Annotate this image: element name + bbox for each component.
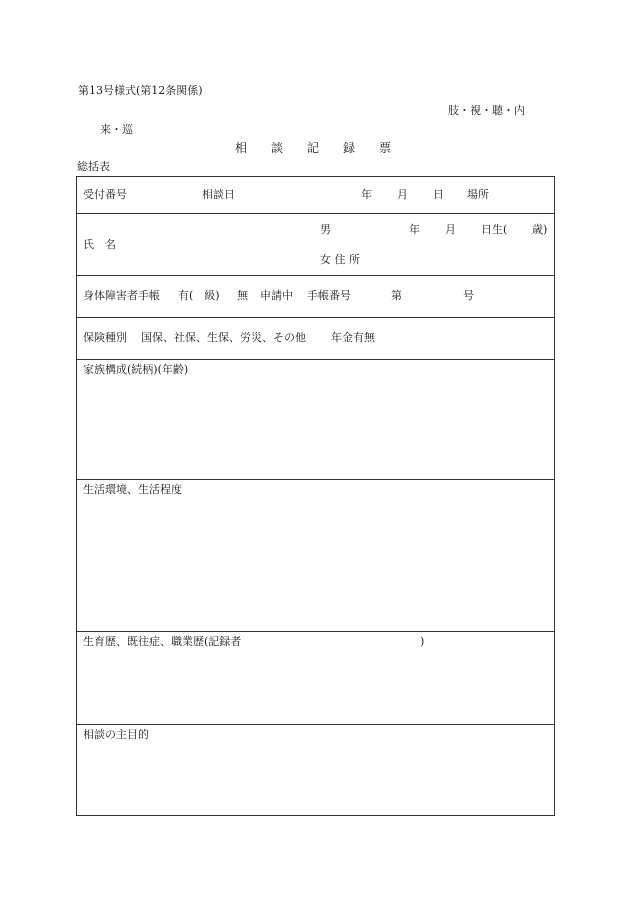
row-divider [77,359,554,360]
place-label: 場所 [467,188,489,201]
consultation-date-label: 相談日 [202,188,235,201]
pension-label: 年金有無 [331,331,375,344]
page-title: 相 談 記 録 票 [235,141,392,155]
handbook-dai: 第 [391,289,402,302]
living-environment-label: 生活環境、生活程度 [83,483,182,496]
female-address-label: 女 住 所 [320,253,360,266]
row-divider [77,317,554,318]
history-close-paren: ) [420,635,425,648]
visit-type: 来・巡 [100,123,133,136]
handbook-none: 無 [237,289,248,302]
age-suffix: 歳) [532,223,548,236]
form-number: 第13号様式(第12条関係) [78,84,203,97]
row-divider [77,724,554,725]
birth-month-label: 月 [445,223,456,236]
handbook-applying: 申請中 [260,289,293,302]
consultation-form-table [76,176,555,816]
row-divider [77,213,554,214]
handbook-label: 身体障害者手帳 [83,289,160,302]
handbook-number-label: 手帳番号 [307,289,351,302]
insurance-label: 保険種別 [83,331,127,344]
name-label: 氏 名 [83,238,116,251]
purpose-label: 相談の主目的 [83,728,149,741]
summary-label: 総括表 [77,160,110,173]
handbook-go: 号 [463,289,474,302]
row-divider [77,479,554,480]
male-label: 男 [320,223,331,236]
family-structure-label: 家族構成(続柄)(年齢) [83,363,189,376]
disability-categories: 肢・視・聴・内 [448,104,525,117]
reception-number-label: 受付番号 [83,188,127,201]
handbook-has: 有( 級) [178,289,220,302]
insurance-types: 国保、社保、生保、労災、その他 [141,331,306,344]
birth-day-label: 日生( [481,223,508,236]
history-label: 生育歴、既往症、職業歴(記録者 [83,635,242,648]
year-label: 年 [361,188,372,201]
month-label: 月 [397,188,408,201]
day-label: 日 [433,188,444,201]
birth-year-label: 年 [409,223,420,236]
row-divider [77,275,554,276]
row-divider [77,631,554,632]
